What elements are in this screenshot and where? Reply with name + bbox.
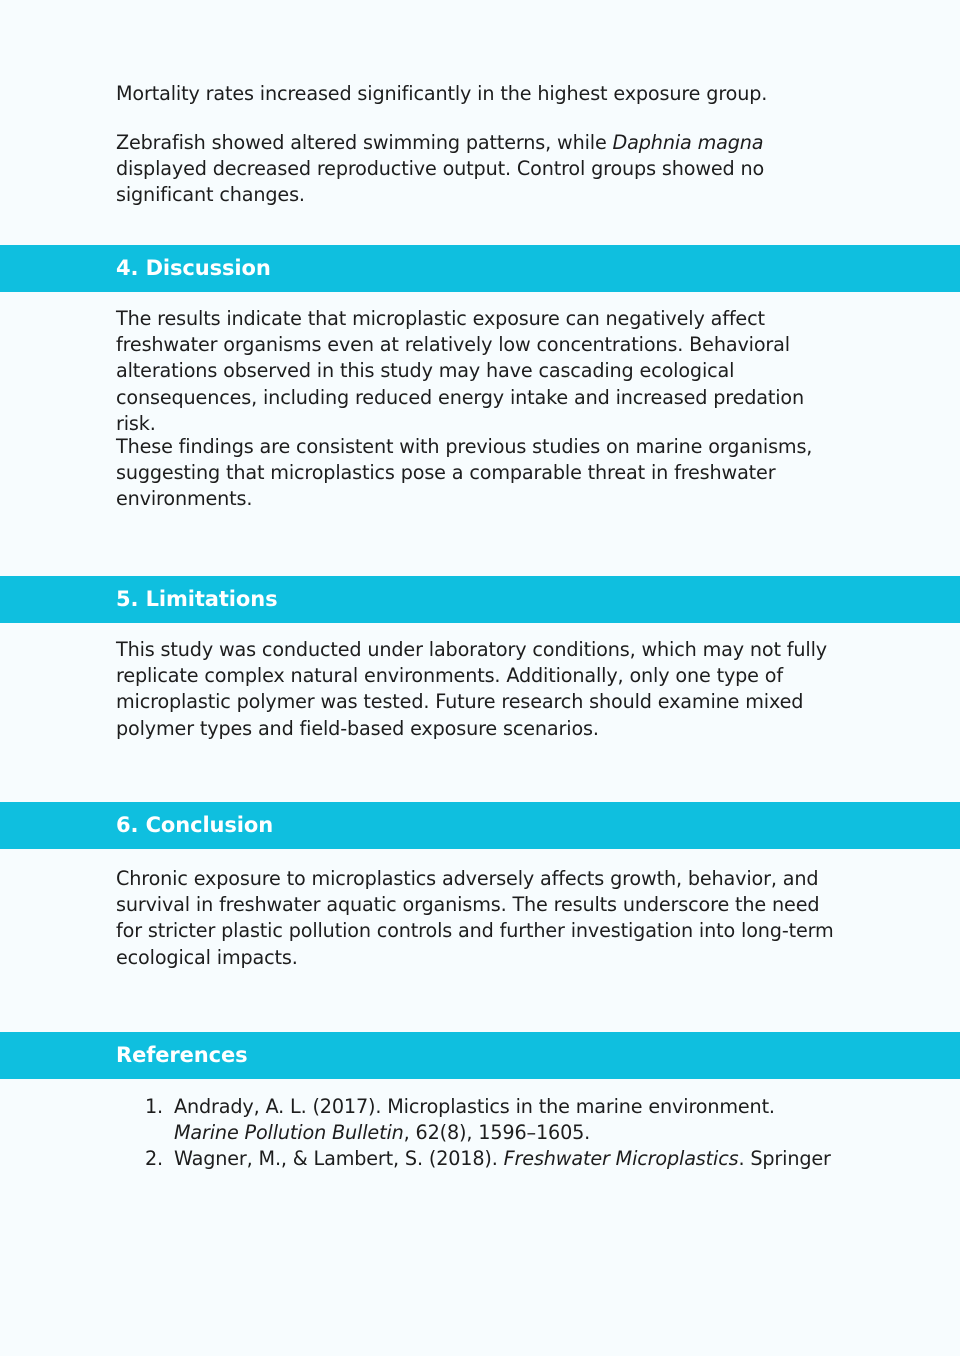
references-list [116,1094,836,1173]
reference-text: Wagner, M., & Lambert, S. (2018). [174,1147,504,1171]
reference-number: 1. [145,1095,164,1118]
limitations-heading: 5. Limitations [116,587,278,611]
conclusion-header-band [0,802,960,849]
limitations-paragraph-1: This study was conducted under laboratory conditions, which may not fully replicate complex natural environments. Additionally, only one type of microplastic polymer was tested. Future research should examine mixed polymer types and field-based exposure scenarios. [116,638,827,740]
results-p2-text-end: displayed decreased reproductive output. Control groups showed no significant changes. [116,157,765,207]
reference-text-end: . Springer [738,1147,831,1171]
conclusion-heading: 6. Conclusion [116,813,274,837]
references-header-band [0,1032,960,1079]
discussion-paragraph-2: These findings are consistent with previous studies on marine organisms, suggesting that microplastics pose a comparable threat in freshwater environments. [116,435,813,511]
limitations-header-band [0,576,960,623]
reference-number: 2. [145,1147,164,1171]
reference-book-italic: Freshwater Microplastics [503,1147,739,1171]
reference-journal-italic: Marine Pollution Bulletin [174,1121,404,1145]
results-paragraph-1: Mortality rates increased significantly in the highest exposure group. [116,82,768,105]
results-p2-text: Zebrafish showed altered swimming patterns, while [116,131,613,154]
references-heading: References [116,1043,248,1067]
conclusion-paragraph-1: Chronic exposure to microplastics adversely affects growth, behavior, and survival in freshwater aquatic organisms. The results underscore the need for stricter plastic pollution controls and further investigation into long-term ecological impacts. [116,867,834,969]
reference-text-end: , 62(8), 1596–1605. [403,1121,591,1145]
reference-item [116,1146,836,1172]
discussion-header-band [0,245,960,292]
discussion-heading: 4. Discussion [116,256,271,280]
reference-item [116,1094,836,1146]
species-name-italic: Daphnia magna [612,131,764,154]
reference-text: Andrady, A. L. (2017). Microplastics in the marine environment. [174,1095,775,1118]
discussion-paragraph-1: The results indicate that microplastic exposure can negatively affect freshwater organisms even at relatively low concentrations. Behavioral alterations observed in this study may have cascading ecological consequences, including reduced energy intake and increased predation risk. [116,307,805,435]
results-paragraph-2 [116,130,848,209]
